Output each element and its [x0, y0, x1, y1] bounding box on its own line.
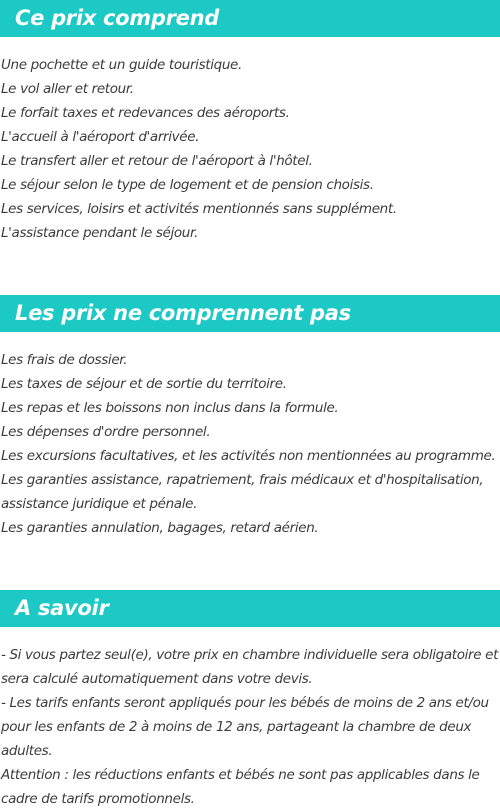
list-item: Le séjour selon le type de logement et de pension choisis. — [1, 177, 374, 193]
list-item: Les dépenses d'ordre personnel. — [1, 424, 211, 440]
list-item: L'accueil à l'aéroport d'arrivée. — [1, 129, 200, 145]
list-item: L'assistance pendant le séjour. — [1, 225, 198, 241]
list-item: - Les tarifs enfants seront appliqués pour les bébés de moins de 2 ans et/ou pour les enfants de 2 à moins de 12 ans, partageant la chambre de deux adultes. — [1, 695, 489, 759]
list-item: Les garanties annulation, bagages, retard aérien. — [1, 520, 319, 536]
section-heading-not-included: Les prix ne comprennent pas — [0, 295, 500, 332]
good-to-know-list — [1, 643, 500, 811]
list-item: Les services, loisirs et activités mentionnés sans supplément. — [1, 201, 397, 217]
list-item: Le forfait taxes et redevances des aéroports. — [1, 105, 290, 121]
section-heading-included: Ce prix comprend — [0, 0, 500, 37]
section-heading-good-to-know: A savoir — [0, 590, 500, 627]
list-item: Attention : les réductions enfants et bébés ne sont pas applicables dans le cadre de tarifs promotionnels. — [1, 767, 480, 807]
included-list — [1, 53, 500, 245]
list-item: Le transfert aller et retour de l'aéroport à l'hôtel. — [1, 153, 313, 169]
list-item: Les excursions facultatives, et les activités non mentionnées au programme. — [1, 448, 496, 464]
list-item: Les taxes de séjour et de sortie du territoire. — [1, 376, 287, 392]
list-item: Les repas et les boissons non inclus dans la formule. — [1, 400, 339, 416]
list-item: Le vol aller et retour. — [1, 81, 134, 97]
list-item: Les garanties assistance, rapatriement, frais médicaux et d'hospitalisation, assistance juridique et pénale. — [1, 472, 484, 512]
list-item: Une pochette et un guide touristique. — [1, 57, 242, 73]
not-included-list — [1, 348, 500, 540]
list-item: Les frais de dossier. — [1, 352, 128, 368]
list-item: - Si vous partez seul(e), votre prix en chambre individuelle sera obligatoire et sera calculé automatiquement dans votre devis. — [1, 647, 499, 687]
